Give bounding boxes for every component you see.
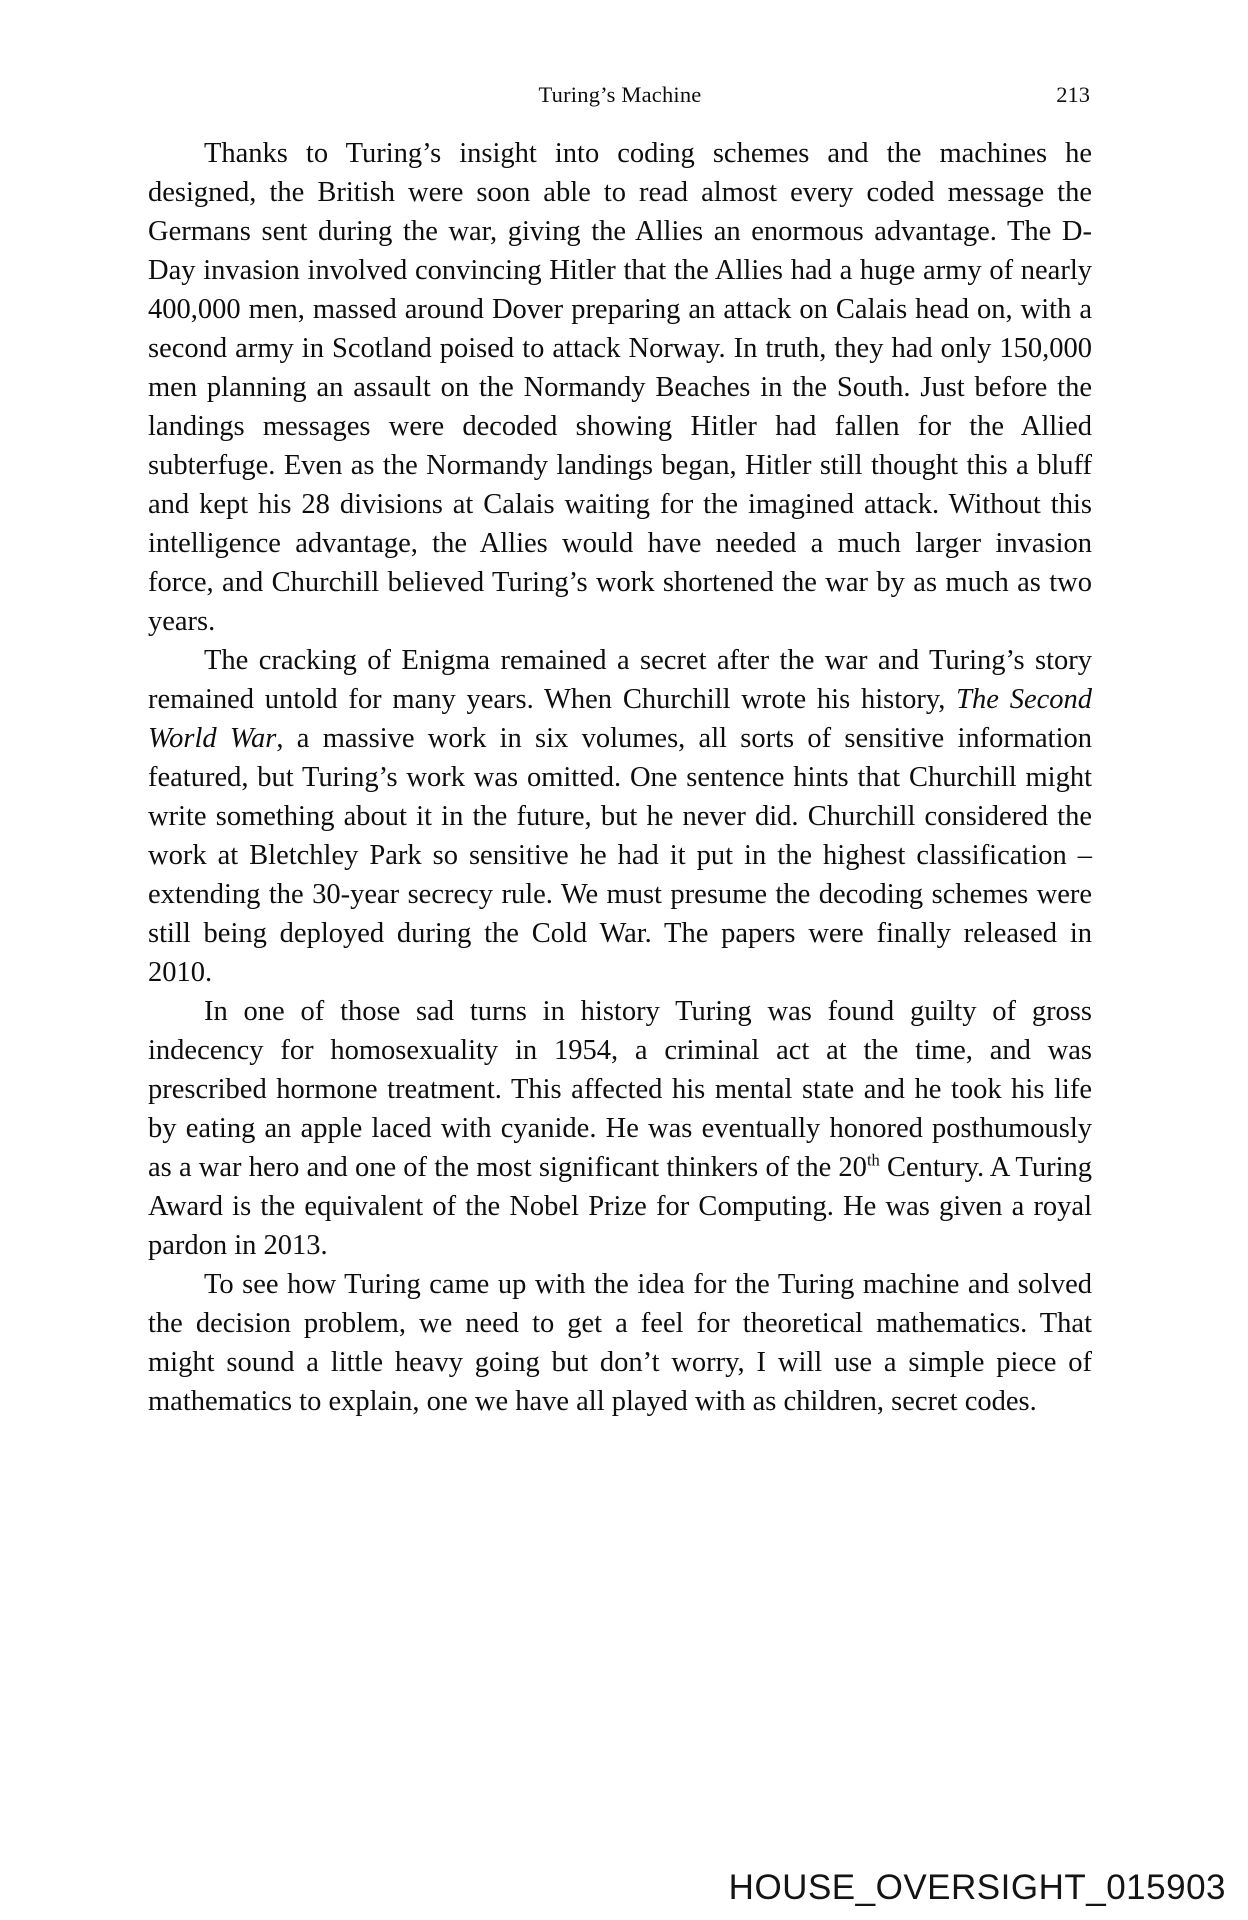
- paragraph-1: [148, 134, 1092, 641]
- text-segment: To see how Turing came up with the idea for the Turing machine and solved the decision problem, we need to get a feel for theoretical mathematics. That might sound a little heavy going but don’t worry, I will use a simple piece of mathematics to explain, one we have all played with as children, secret codes.: [148, 1269, 1092, 1417]
- text-segment: In one of those sad turns in history Turing was found guilty of gross indecency for homosexuality in 1954, a criminal act at the time, and was prescribed hormone treatment. This affected his mental state and he took his life by eating an apple laced with cyanide. He was eventually honored posthumously as a war hero and one of the most significant thinkers of the 20: [148, 996, 1092, 1183]
- text-segment: Thanks to Turing’s insight into coding schemes and the machines he designed, the British were soon able to read almost every coded message the Germans sent during the war, giving the Allies an enormous advantage. The D-Day invasion involved convincing Hitler that the Allies had a huge army of nearly 400,000 men, massed around Dover preparing an attack on Calais head on, with a second army in Scotland poised to attack Norway. In truth, they had only 150,000 men planning an assault on the Normandy Beaches in the South. Just before the landings messages were decoded showing Hitler had fallen for the Allied subterfuge. Even as the Normandy landings began, Hitler still thought this a bluff and kept his 28 divisions at Calais waiting for the imagined attack. Without this intelligence advantage, the Allies would have needed a much larger invasion force, and Churchill believed Turing’s work shortened the war by as much as two years.: [148, 138, 1092, 637]
- book-title-italic: The Second World War: [148, 684, 1092, 754]
- paragraph-2: [148, 641, 1092, 992]
- paragraph-3: [148, 992, 1092, 1265]
- page-body: [148, 134, 1092, 1421]
- oversight-stamp: HOUSE_OVERSIGHT_015903: [728, 1868, 1226, 1907]
- chapter-title: Turing’s Machine: [538, 82, 702, 107]
- ordinal-superscript: th: [866, 1150, 880, 1170]
- text-segment: Century. A Turing Award is the equivalent of the Nobel Prize for Computing. He was given a royal pardon in 2013.: [148, 1152, 1093, 1261]
- text-segment: The cracking of Enigma remained a secret after the war and Turing’s story remained untold for many years. When Churchill wrote his history,: [148, 645, 1092, 715]
- running-header: [148, 80, 1092, 110]
- paragraph-4: [148, 1265, 1092, 1421]
- page-number: 213: [1056, 82, 1090, 107]
- text-segment: , a massive work in six volumes, all sorts of sensitive information featured, but Turing’s work was omitted. One sentence hints that Churchill might write something about it in the future, but he never did. Churchill considered the work at Bletchley Park so sensitive he had it put in the highest classification – extending the 30-year secrecy rule. We must presume the decoding schemes were still being deployed during the Cold War. The papers were finally released in 2010.: [148, 723, 1092, 988]
